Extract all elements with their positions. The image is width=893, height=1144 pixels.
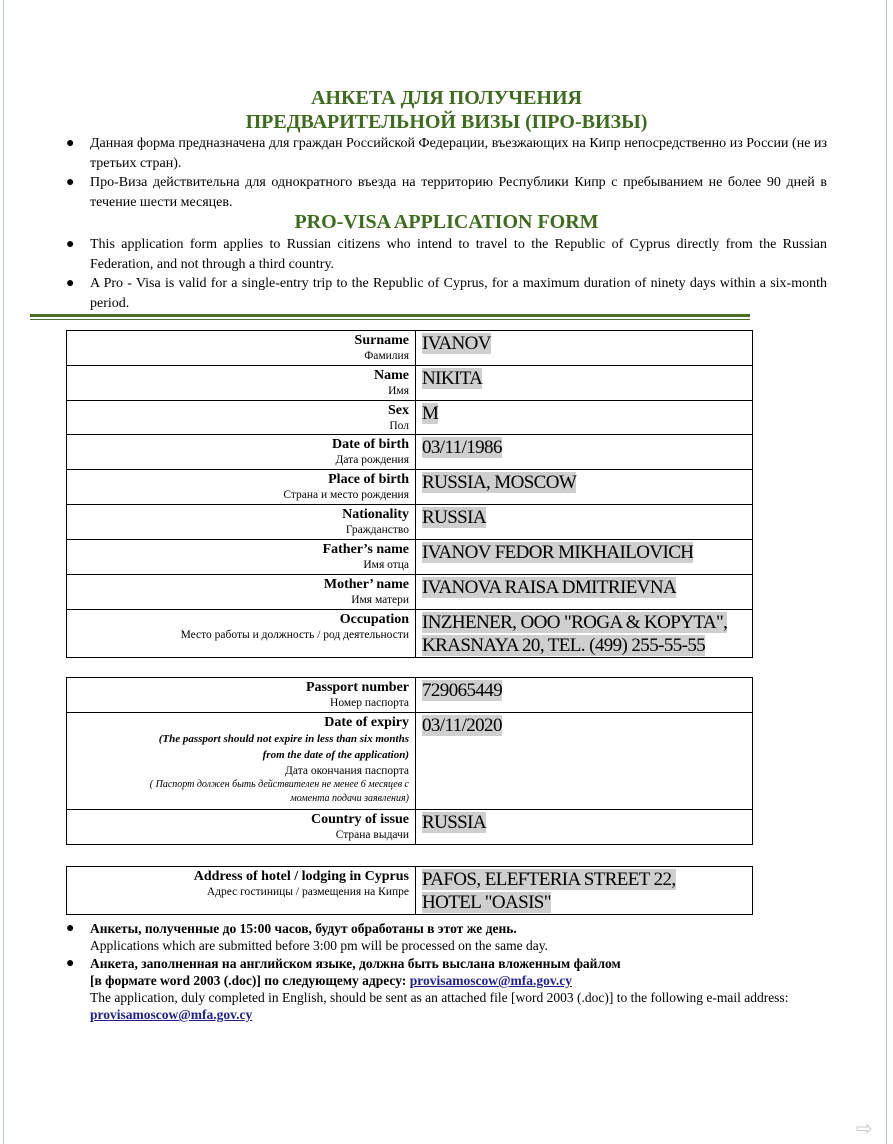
list-item: ● This application form applies to Russian citizens who intend to travel to the Republic of Cyprus directly from the Russian Federation, and not through a third country.: [66, 237, 827, 272]
bullet-icon: ●: [66, 276, 75, 291]
nationality-field[interactable]: RUSSIA: [416, 505, 753, 540]
dob-field[interactable]: 03/11/1986: [416, 435, 753, 470]
dob-label: Date of birth: [332, 437, 409, 452]
mother-label: Mother’ name: [323, 577, 409, 592]
occupation-field[interactable]: INZHENER, OOO "ROGA & KOPYTA", KRASNAYA 20, TEL. (499) 255-55-55: [416, 610, 753, 658]
bullet-icon: ●: [66, 175, 75, 190]
passport-table: [66, 677, 753, 845]
notes-list: [62, 920, 827, 1023]
surname-label: Surname: [354, 333, 409, 348]
name-label: Name: [374, 368, 409, 383]
expiry-label: Date of expiry: [324, 715, 409, 730]
list-item: ● Про-Виза действительна для однократного въезда на территорию Республики Кипр с пребыванием не более 90 дней в течение шести месяцев.: [66, 175, 827, 210]
nationality-label: Nationality: [342, 507, 409, 522]
bullet-icon: ●: [66, 136, 75, 151]
arrow-right-icon[interactable]: ⇨: [856, 1116, 873, 1140]
table-row: Surname Фамилия IVANOV: [67, 331, 753, 366]
table-row: Address of hotel / lodging in Cyprus Адрес гостиницы / размещения на Кипре PAFOS, ELEFTERIA STREET 22, HOTEL "OASIS": [67, 867, 753, 915]
title-ru-line1: АНКЕТА ДЛЯ ПОЛУЧЕНИЯ: [310, 87, 582, 109]
email-link-1[interactable]: provisamoscow@mfa.gov.cy: [409, 973, 572, 988]
address-field[interactable]: PAFOS, ELEFTERIA STREET 22, HOTEL "OASIS": [416, 867, 753, 915]
name-field[interactable]: NIKITA: [416, 366, 753, 401]
sex-label: Sex: [388, 403, 409, 418]
table-row: Mother’ name Имя матери IVANOVA RAISA DMITRIEVNA: [67, 575, 753, 610]
bullet-icon: ●: [66, 921, 75, 936]
occupation-label: Occupation: [339, 612, 409, 627]
table-row: Occupation Место работы и должность / род деятельности INZHENER, OOO "ROGA & KOPYTA", KRASNAYA 20, TEL. (499) 255-55-55: [67, 610, 753, 658]
bullet-icon: ●: [66, 956, 75, 971]
list-item: ● A Pro - Visa is valid for a single-entry trip to the Republic of Cyprus, for a maximum duration of ninety days within a six-month period.: [66, 276, 827, 311]
surname-field[interactable]: IVANOV: [416, 331, 753, 366]
passport-number-label: Passport number: [305, 680, 409, 695]
list-item: ● Анкеты, полученные до 15:00 часов, будут обработаны в этот же день. Applications which are submitted before 3:00 pm will be processed on the same day.: [66, 921, 549, 953]
personal-table: [66, 330, 753, 658]
list-item: ● Анкета, заполненная на английском языке, должна быть выслана вложенным файлом [в формате word 2003 (.doc)] по следующему адресу: provisamoscow@mfa.gov.cy The application, duly completed in English, should be sent as an attached file [word 2003 (.doc)] to the following e-mail address: provisamoscow@mfa.gov.cy: [66, 956, 789, 1022]
father-field[interactable]: IVANOV FEDOR MIKHAILOVICH: [416, 540, 753, 575]
country-field[interactable]: RUSSIA: [416, 810, 753, 845]
title-en: PRO-VISA APPLICATION FORM: [294, 211, 599, 233]
father-label: Father’s name: [322, 542, 409, 557]
table-row: Date of expiry (The passport should not expire in less than six months from the date of the application) Дата окончания паспорта ( Паспорт должен быть действителен не менее 6 месяцев с момента подачи заявления) 03/11/2020: [67, 713, 753, 810]
pob-field[interactable]: RUSSIA, MOSCOW: [416, 470, 753, 505]
table-row: Passport number Номер паспорта 729065449: [67, 678, 753, 713]
email-link-2[interactable]: provisamoscow@mfa.gov.cy: [90, 1007, 253, 1022]
bullet-icon: ●: [66, 237, 75, 252]
table-row: Place of birth Страна и место рождения RUSSIA, MOSCOW: [67, 470, 753, 505]
table-row: Country of issue Страна выдачи RUSSIA: [67, 810, 753, 845]
pob-label: Place of birth: [328, 472, 409, 487]
table-row: Nationality Гражданство RUSSIA: [67, 505, 753, 540]
title-ru-line2: ПРЕДВАРИТЕЛЬНОЙ ВИЗЫ (ПРО-ВИЗЫ): [245, 111, 648, 133]
expiry-field[interactable]: 03/11/2020: [416, 713, 753, 810]
table-row: Sex Пол M: [67, 401, 753, 435]
mother-field[interactable]: IVANOVA RAISA DMITRIEVNA: [416, 575, 753, 610]
country-label: Country of issue: [310, 812, 409, 827]
table-row: Date of birth Дата рождения 03/11/1986: [67, 435, 753, 470]
sex-field[interactable]: M: [416, 401, 753, 435]
table-row: Name Имя NIKITA: [67, 366, 753, 401]
intro-en-list: [62, 235, 827, 313]
address-table: [66, 866, 753, 915]
table-row: Father’s name Имя отца IVANOV FEDOR MIKHAILOVICH: [67, 540, 753, 575]
passport-number-field[interactable]: 729065449: [416, 678, 753, 713]
list-item: ● Данная форма предназначена для граждан Российской Федерации, въезжающих на Кипр непосредственно из России (не из третьих стран).: [66, 136, 827, 171]
address-label: Address of hotel / lodging in Cyprus: [193, 869, 409, 884]
divider: [30, 314, 750, 320]
intro-ru-list: [62, 134, 827, 212]
